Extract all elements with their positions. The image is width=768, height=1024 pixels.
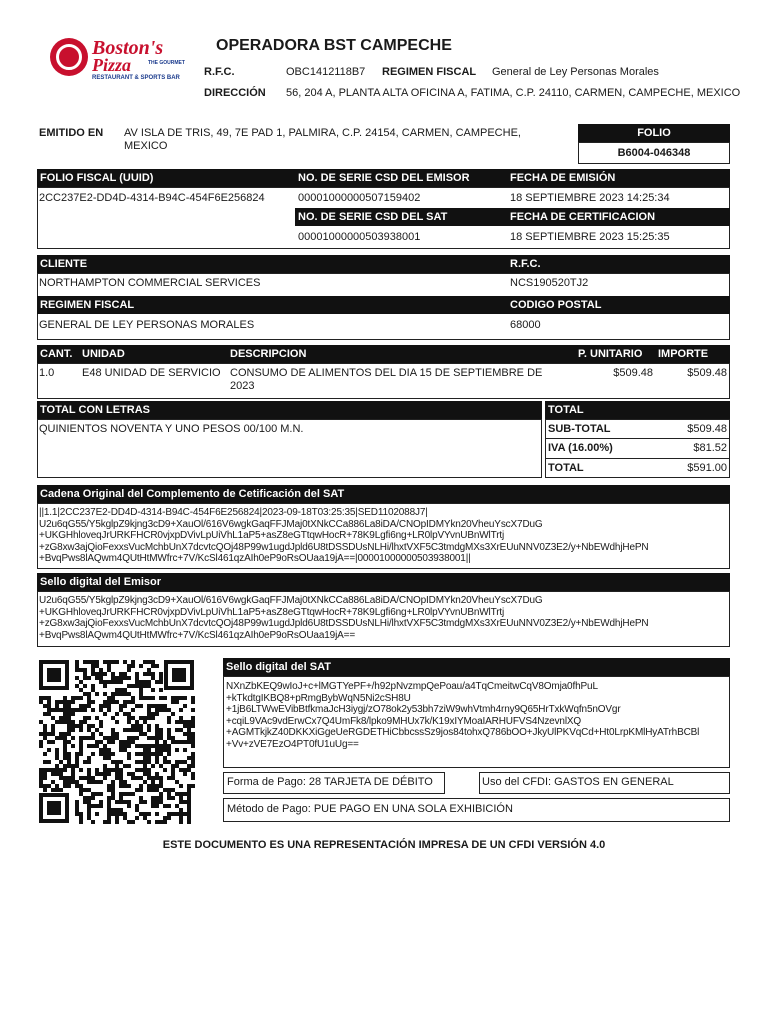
rfc-label: R.F.C. [204,66,235,78]
logo-brand-line1: Boston's [92,37,164,59]
csd-emisor-label: NO. DE SERIE CSD DEL EMISOR [298,172,470,184]
sello-emisor-line: U2u6qG55/Y5kglpZ9kjng3cD9+XauOl/616V6wgkGaqFFJMaj0tXNkCCa886La8iDA/CNOpIDMYkn20VheuYscX7DuG [39,595,543,606]
sello-emisor-label: Sello digital del Emisor [40,576,162,588]
cadena-line: +zG8xw3ajQioFexxsVucMchbUnX7dcvtcQOj48P99w1ugdJpld6U8tDSSDUsNLHi/lhxtVXF5C3tmdgMXs3XrEUuNNV0Z3E2/y+NbEWdhjHePN [39,541,649,553]
cadena-line: +BvqPws8lAQwm4QUtHtMWfrc+7V/KcSl461qzAIh0eP9oRsOUaa19jA==|00001000000503938001|| [39,553,471,565]
fecha-cert-value: 18 SEPTIEMBRE 2023 15:25:35 [510,231,670,243]
uso-cfdi: Uso del CFDI: GASTOS EN GENERAL [482,776,674,788]
row-unidad: E48 UNIDAD DE SERVICIO [82,367,221,379]
cadena-label: Cadena Original del Complemento de Cetificación del SAT [40,488,345,500]
rfc-value: OBC1412118B7 [286,66,366,78]
iva-label: IVA (16.00%) [548,442,613,454]
cliente-rfc-value: NCS190520TJ2 [510,277,589,289]
cliente-regimen-bar [37,296,730,314]
folio-label: FOLIO [578,124,730,142]
subtotal-label: SUB-TOTAL [548,423,611,435]
cliente-value: NORTHAMPTON COMMERCIAL SERVICES [39,277,261,289]
sello-sat-label: Sello digital del SAT [226,661,331,673]
fecha-emision-value: 18 SEPTIEMBRE 2023 14:25:34 [510,192,670,204]
sello-sat-line: NXnZbKEQ9wIoJ+c+lMGTYePF+/h92pNvzmpQePoau/a4TqCmeitwCqV8Omja0fhPuL [226,681,598,692]
cliente-cp-value: 68000 [510,319,541,331]
iva-value: $81.52 [693,442,727,454]
forma-pago: Forma de Pago: 28 TARJETA DE DÉBITO [227,776,433,788]
cliente-cp-label: CODIGO POSTAL [510,299,602,311]
totals-divider-1 [545,438,730,439]
row-importe: $509.48 [687,367,727,379]
sello-sat-line: +Vv+zVE7EzO4PT0fU1uUg== [226,739,359,750]
logo-ring [56,44,82,70]
sello-emisor-line: +zG8xw3ajQioFexxsVucMchbUnX7dcvtcQOj48P99w1ugdJpld6U8tDSSDUsNLHi/lhxtVXF5C3tmdgMXs3XrEUuNNV0Z3E2/y+NbEWdhjHePN [39,618,649,630]
logo-brand-line2: Pizza [92,55,132,75]
cadena-line: ||1.1|2CC237E2-DD4D-4314-B94C-454F6E256824|2023-09-18T03:25:35|SED1102088J7| [39,507,428,518]
letras-label: TOTAL CON LETRAS [40,404,150,416]
cliente-header-bar [37,255,730,273]
emitido-value: AV ISLA DE TRIS, 49, 7E PAD 1, PALMIRA, C.P. 24154, CARMEN, CAMPECHE, MEXICO [124,127,521,152]
direccion-value: 56, 204 A, PLANTA ALTA OFICINA A, FATIMA, C.P. 24110, CARMEN, CAMPECHE, MEXICO [286,87,741,99]
col-importe: IMPORTE [658,348,709,360]
col-punitario: P. UNITARIO [578,348,643,360]
sello-sat-line: +AGMTkjkZ40DKKXiGgeUeRGDETHiCbbcssSz9jos84tohxQ786bOO+JkyUlPKVqCd+Ht0LrpKMlHyATrhBCBl [226,727,700,739]
totals-label: TOTAL [548,404,584,416]
cliente-label: CLIENTE [40,258,88,270]
sello-emisor-line: +UKGHhloveqJrURKFHCR0vjxpDVivLpUiVhL1aP5+asZ8eGTtqwHocR+78K9Lgfi6ng+LR0lpVYvnUBnWlTrtj [39,606,505,618]
sello-sat-line: +kTkdtgIKBQ8+pRmgBybWqN5Ni2cSH8U [226,692,411,704]
cadena-line: U2u6qG55/Y5kglpZ9kjng3cD9+XauOl/616V6wgkGaqFFJMaj0tXNkCCa886La8iDA/CNOpIDMYkn20VheuYscX7DuG [39,518,543,530]
total-value: $591.00 [687,462,727,474]
cliente-rfc-label: R.F.C. [510,258,541,270]
qr-code-icon [37,658,196,825]
fecha-emision-label: FECHA DE EMISIÓN [510,172,616,184]
direccion-label: DIRECCIÓN [204,87,266,99]
emitido-label: EMITIDO EN [39,127,104,139]
uuid-value: 2CC237E2-DD4D-4314-B94C-454F6E256824 [39,192,265,204]
sello-sat-line: +1jB6LTWwEVibBtfkmaJcH3iygj/zO78ok2y53bh7ziW9whVtmh4rny9Q65HrTxkWqfn5nOVgr [226,704,621,716]
row-cant: 1.0 [39,367,55,379]
sello-sat-line: +cqiL9VAc9vdErwCx7Q4UmFk8/lpko9MHUx7k/K19xIYMoaIARHUFVS4NzevnlXQ [226,715,582,727]
subtotal-value: $509.48 [687,423,727,435]
col-unidad: UNIDAD [82,348,125,360]
folio-value: B6004-046348 [617,147,691,159]
logo-subtitle: RESTAURANT & SPORTS BAR [92,75,180,81]
col-descripcion: DESCRIPCION [230,348,307,360]
total-label: TOTAL [548,462,584,474]
cliente-regimen-value: GENERAL DE LEY PERSONAS MORALES [39,319,255,331]
regimen-label: REGIMEN FISCAL [382,66,477,78]
letras-value: QUINIENTOS NOVENTA Y UNO PESOS 00/100 M.N. [39,423,304,435]
col-cant: CANT. [40,348,73,360]
regimen-value: General de Ley Personas Morales [492,66,659,78]
metodo-pago: Método de Pago: PUE PAGO EN UNA SOLA EXHIBICIÓN [227,803,513,815]
cliente-regimen-label: REGIMEN FISCAL [40,299,135,311]
cadena-line: +UKGHhloveqJrURKFHCR0vjxpDVivLpUiVhL1aP5+asZ8eGTtqwHocR+78K9Lgfi6ng+LR0lpVYvnUBnWlTrtj [39,530,505,542]
footer-note: ESTE DOCUMENTO ES UNA REPRESENTACIÓN IMPRESA DE UN CFDI VERSIÓN 4.0 [162,839,606,851]
uuid-label: FOLIO FISCAL (UUID) [40,172,154,184]
row-punitario: $509.48 [613,367,653,379]
row-descripcion: CONSUMO DE ALIMENTOS DEL DIA 15 DE SEPTIEMBRE DE 2023 [230,367,543,392]
csd-sat-label: NO. DE SERIE CSD DEL SAT [298,211,448,223]
totals-divider-2 [545,458,730,459]
fecha-cert-label: FECHA DE CERTIFICACION [510,211,656,223]
csd-emisor-value: 00001000000507159402 [298,192,421,204]
sello-emisor-line: +BvqPws8lAQwm4QUtHtMWfrc+7V/KcSl461qzAIh0eP9oRsOUaa19jA== [39,629,356,641]
company-name: OPERADORA BST CAMPECHE [216,37,452,54]
csd-sat-value: 00001000000503938001 [298,231,421,243]
logo-tagline: THE GOURMET [148,60,185,66]
